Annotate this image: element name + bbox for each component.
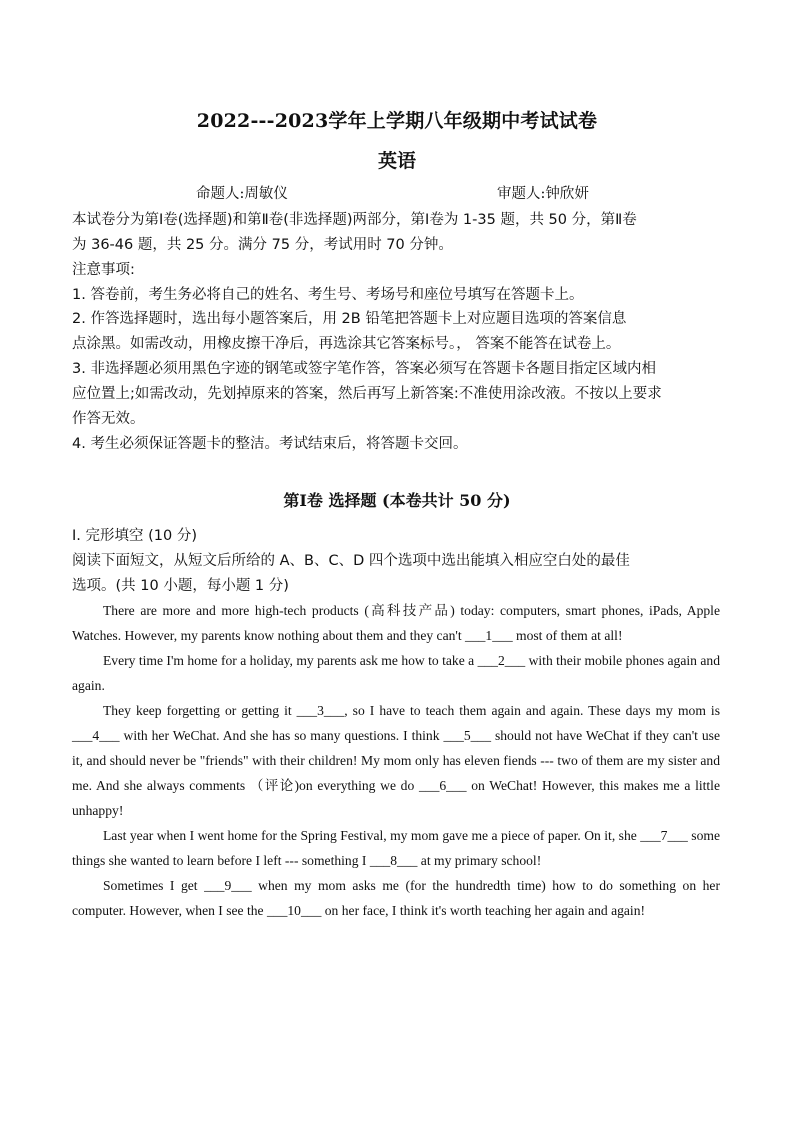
part-instruction-continued: 选项。(共 10 小题，每小题 1 分) [72, 578, 289, 594]
setter-label: 命题人:周敏仪 [196, 186, 288, 202]
note-item: 2. 作答选择题时，选出每小题答案后，用 2B 铅笔把答题卡上对应题目选项的答案信息 [72, 311, 627, 327]
passage-paragraph: They keep forgetting or getting it ___3___, so I have to teach them again and again. These days my mom is ___4___ with her WeChat. And she has so many questions. I think ___5___ should not have WeChat if they can't use it, and should never be "friends" with their children! My mom only has eleven fiends --- two of them are my sister and me. And she always comments （评论)on everything we do ___6___ on WeChat! However, this makes me a little unhappy! [72, 703, 720, 818]
note-item: 4. 考生必须保证答题卡的整洁。考试结束后，将答题卡交回。 [72, 436, 468, 452]
part-title: I. 完形填空 (10 分) [72, 528, 197, 544]
note-item-continued: 点涂黑。如需改动，用橡皮擦干净后，再选涂其它答案标号。， 答案不能答在试卷上。 [72, 336, 621, 352]
reviewer-label: 审题人:钟欣妍 [497, 186, 589, 202]
passage-paragraph: Last year when I went home for the Spring Festival, my mom gave me a piece of paper. On it, she ___7___ some things she wanted to learn before I left --- something I ___8___ at my primary school! [72, 828, 720, 868]
subject-title: 英语 [377, 150, 416, 172]
note-item: 3. 非选择题必须用黑色字迹的钢笔或签字笔作答，答案必须写在答题卡各题目指定区域内相 [72, 361, 656, 377]
note-item-continued: 应位置上;如需改动，先划掉原来的答案，然后再写上新答案:不准使用涂改液。不按以上要求 [72, 386, 662, 402]
note-item-continued: 作答无效。 [72, 411, 145, 427]
section-title: 第Ⅰ卷 选择题 (本卷共计 50 分) [283, 491, 511, 510]
notes-heading: 注意事项: [72, 262, 135, 278]
cloze-passage [72, 598, 720, 923]
part-instruction: 阅读下面短文，从短文后所给的 A、B、C、D 四个选项中选出能填入相应空白处的最佳 [72, 553, 630, 569]
passage-paragraph: Every time I'm home for a holiday, my parents ask me how to take a ___2___ with their mobile phones again and again. [72, 653, 720, 693]
exam-title: 2022---2023学年上学期八年级期中考试试卷 [196, 110, 598, 132]
passage-paragraph: Sometimes I get ___9___ when my mom asks me (for the hundredth time) how to do something on her computer. However, when I see the ___10___ on her face, I think it's worth teaching her again and again! [72, 878, 720, 918]
intro-line: 为 36-46 题，共 25 分。满分 75 分，考试用时 70 分钟。 [72, 237, 453, 253]
passage-paragraph: There are more and more high-tech products (高科技产品) today: computers, smart phones, iPads, Apple Watches. However, my parents know nothing about them and they can't ___1___ most of them at all! [72, 603, 720, 643]
note-item: 1. 答卷前，考生务必将自己的姓名、考生号、考场号和座位号填写在答题卡上。 [72, 287, 584, 303]
intro-line: 本试卷分为第Ⅰ卷(选择题)和第Ⅱ卷(非选择题)两部分，第Ⅰ卷为 1-35 题，共 50 分，第Ⅱ卷 [72, 212, 637, 228]
